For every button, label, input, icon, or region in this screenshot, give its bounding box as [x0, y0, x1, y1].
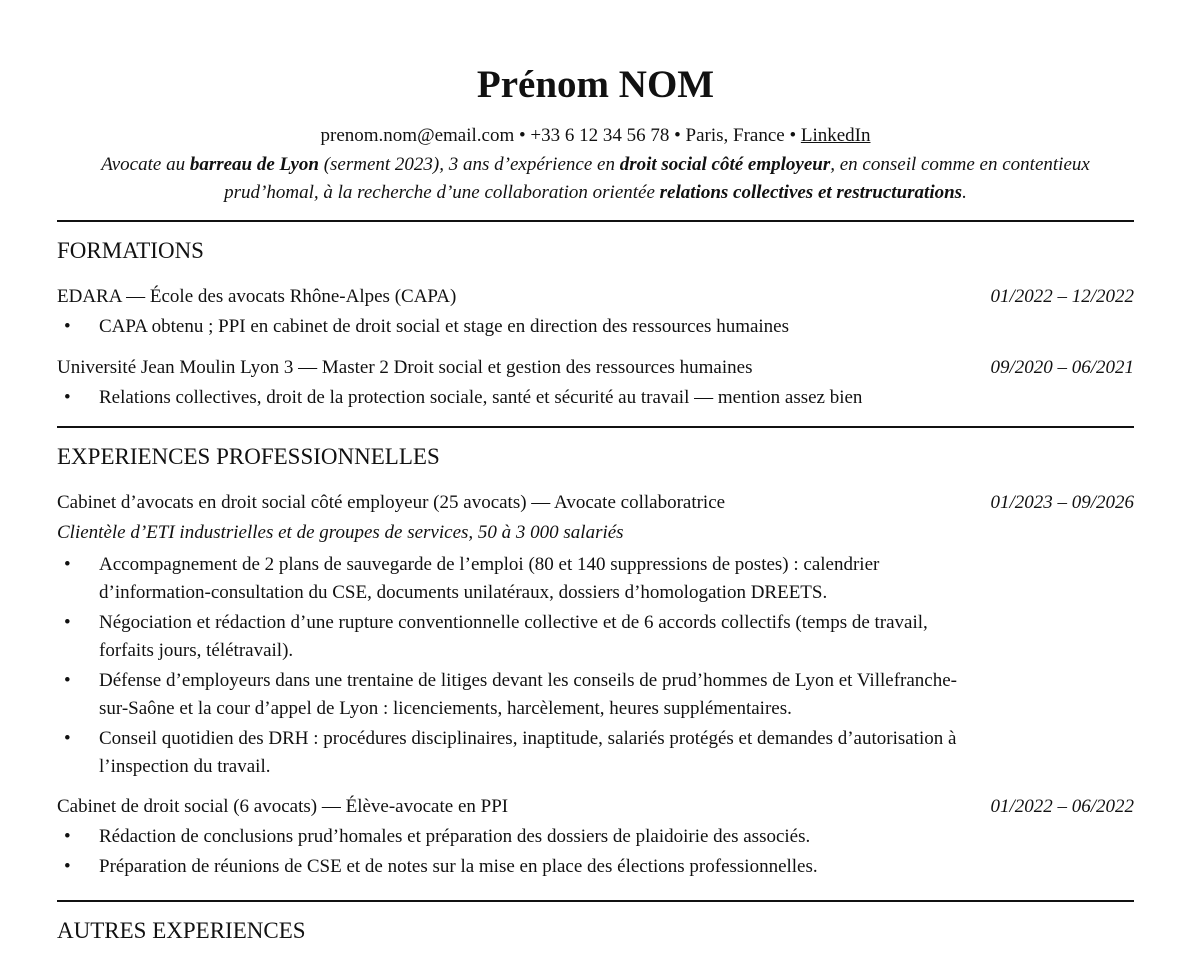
experience-entry [57, 490, 1134, 781]
summary-emphasis: barreau de Lyon [189, 154, 319, 175]
bullet-item [57, 609, 979, 665]
summary-emphasis: relations collectives et restructurations [659, 182, 963, 203]
education-entry [57, 355, 1134, 412]
entry-bullets [57, 551, 1134, 781]
bullet-item [57, 853, 979, 881]
contact-line [57, 124, 1134, 148]
bullet-item [57, 667, 979, 723]
experience-entry [57, 794, 1134, 881]
bullet-dot: • [64, 612, 71, 633]
bullet-text: CAPA obtenu ; PPI en cabinet de droit social et stage en direction des ressources humaines [99, 316, 790, 337]
bullet-text: Relations collectives, droit de la protection sociale, santé et sécurité au travail — mention assez bien [99, 387, 863, 408]
entry-dates: 09/2020 – 06/2021 [990, 357, 1134, 378]
bullet-dot: • [64, 316, 71, 337]
entry-heading: Cabinet de droit social (6 avocats) — Élève-avocate en PPI [57, 796, 509, 817]
bullet-text: Préparation de réunions de CSE et de notes sur la mise en place des élections professionnelles. [99, 856, 818, 877]
section-divider [57, 220, 1134, 222]
bullet-item [57, 551, 979, 607]
section-divider [57, 900, 1134, 902]
entry-heading: Université Jean Moulin Lyon 3 — Master 2 Droit social et gestion des ressources humaines [57, 357, 753, 378]
entry-dates: 01/2023 – 09/2026 [990, 492, 1134, 513]
entry-header [57, 355, 1134, 381]
bullet-dot: • [64, 387, 71, 408]
entry-header [57, 490, 1134, 516]
entry-bullets [57, 313, 1134, 341]
section-title-experiences: EXPERIENCES PROFESSIONNELLES [57, 444, 440, 469]
bullet-dot: • [64, 670, 71, 691]
entry-heading: Cabinet d’avocats en droit social côté employeur (25 avocats) — Avocate collaboratrice [57, 492, 726, 513]
resume-page [57, 0, 1134, 945]
summary-emphasis: droit social côté employeur [619, 154, 831, 175]
entry-dates: 01/2022 – 12/2022 [990, 286, 1134, 307]
entry-header [57, 284, 1134, 310]
bullet-dot: • [64, 728, 71, 749]
summary-text: (serment 2023), 3 ans d’expérience en [318, 154, 620, 175]
education-entry [57, 284, 1134, 341]
summary-text: Avocate au [101, 154, 190, 175]
entry-bullets [57, 823, 1134, 881]
bullet-dot: • [64, 856, 71, 877]
candidate-name: Prénom NOM [476, 63, 715, 106]
bullet-item [57, 823, 979, 851]
section-title-formations: FORMATIONS [57, 238, 204, 263]
linkedin-link[interactable]: LinkedIn [800, 125, 871, 146]
section-title-autres: AUTRES EXPERIENCES [57, 918, 306, 943]
bullet-text: Rédaction de conclusions prud’homales et préparation des dossiers de plaidoirie des associés. [99, 826, 811, 847]
entry-bullets [57, 384, 1134, 412]
bullet-item [57, 384, 1134, 412]
bullet-item [57, 313, 979, 341]
bullet-text: Négociation et rédaction d’une rupture conventionnelle collective et de 6 accords collectifs (temps de travail, forfaits jours, télétravail). [99, 612, 928, 661]
bullet-item [57, 725, 979, 781]
entry-header [57, 794, 1134, 820]
summary-text: . [962, 182, 967, 203]
section-divider [57, 426, 1134, 428]
bullet-text: Conseil quotidien des DRH : procédures disciplinaires, inaptitude, salariés protégés et demandes d’autorisation à l’inspection du travail. [99, 728, 957, 777]
bullet-dot: • [64, 554, 71, 575]
profile-summary [57, 151, 1134, 207]
bullet-text: Accompagnement de 2 plans de sauvegarde de l’emploi (80 et 140 suppressions de postes) : calendrier d’information-consultation du CSE, documents unilatéraux, dossiers d’homologation DREETS. [99, 554, 880, 603]
bullet-text: Défense d’employeurs dans une trentaine de litiges devant les conseils de prud’hommes de Lyon et Villefranche-sur-Saône et la cour d’appel de Lyon : licenciements, harcèlement, heures supplémentaires. [99, 670, 957, 719]
entry-dates: 01/2022 – 06/2022 [990, 796, 1134, 817]
entry-subtitle: Clientèle d’ETI industrielles et de groupes de services, 50 à 3 000 salariés [57, 522, 624, 543]
summary-text: , en conseil comme en contentieux prud’homal, à la recherche d’une collaboration orientée [224, 154, 1090, 203]
contact-details: prenom.nom@email.com • +33 6 12 34 56 78 • Paris, France • [320, 125, 801, 146]
bullet-dot: • [64, 826, 71, 847]
entry-heading: EDARA — École des avocats Rhône-Alpes (CAPA) [57, 286, 457, 307]
